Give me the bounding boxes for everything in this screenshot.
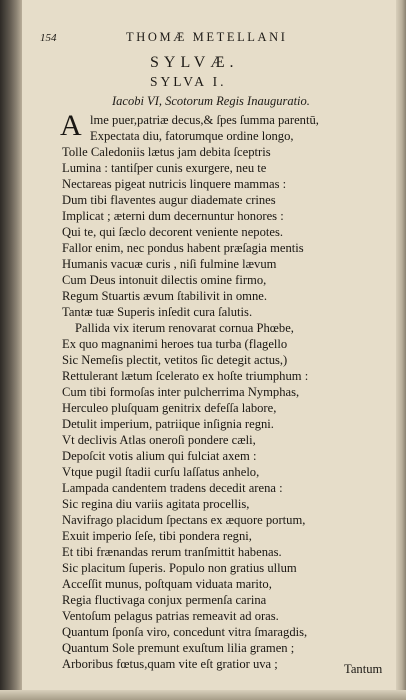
poem-line: Ex quo magnanimi heroes tua turba (flagello [62, 337, 288, 351]
poem-line: Sic regina diu variis agitata procellis, [62, 497, 250, 511]
poem-line: Fallor enim, nec pondus habent præſagia mentis [62, 241, 304, 255]
poem-line: Acceſſit munus, poſtquam viduata marito, [62, 577, 272, 591]
poem-line: Regum Stuartis ævum ſtabilivit in omne. [62, 289, 267, 303]
poem-line: Qui te, qui ſæclo decorent veniente nepotes. [62, 225, 284, 239]
poem-line: Ventoſum pelagus patrias remeavit ad oras. [62, 609, 279, 623]
running-title: THOMÆ METELLANI [126, 30, 288, 44]
poem-line: Nectareas pigeat nutricis linquere mammas : [62, 177, 287, 191]
page-edge-right [396, 0, 406, 700]
poem-line: Vtque pugil ſtadii curſu laſſatus anhelo, [62, 465, 260, 479]
poem-line: Vt declivis Atlas oneroſi pondere cæli, [62, 433, 256, 447]
page-number: 154 [40, 32, 57, 44]
poem-line: Lampada candentem tradens decedit arena : [62, 481, 283, 495]
drop-cap: A [60, 109, 82, 142]
poem-line: Expectata diu, fatorumque ordine longo, [90, 129, 294, 143]
book-spine-shadow [0, 0, 22, 700]
poem-line: Implicat ; æterni dum decernuntur honores : [62, 209, 284, 223]
poem-line: Pallida vix iterum renovarat cornua Phœbe, [75, 321, 294, 335]
poem-line: Et tibi frænandas rerum tranſmittit habenas. [62, 545, 282, 559]
poem-line: lme puer,patriæ decus,& ſpes ſumma parentū, [90, 113, 319, 127]
poem-line: Sic placitum ſuperis. Populo non gratius ullum [62, 561, 297, 575]
catchword: Tantum [344, 662, 383, 676]
poem-line: Quantum Sole premunt exuſtum lilia gramen ; [62, 641, 295, 655]
poem-line: Depoſcit votis alium qui fulciat axem : [62, 449, 257, 463]
poem-line: Sic Nemeſis plectit, vetitos ſic detegit actus,) [62, 353, 288, 367]
page-edge-bottom [0, 690, 406, 700]
poem-line: Navifrago placidum ſpectans ex æquore portum, [62, 513, 306, 527]
poem-line: Rettulerant lætum ſcelerato ex hoſte triumphum : [62, 369, 309, 383]
poem-subtitle: Iacobi VI, Scotorum Regis Inauguratio. [112, 94, 310, 108]
poem-line: Arboribus fœtus,quam vite eſt gratior uva ; [62, 657, 278, 671]
poem-line: Dum tibi flaventes augur diademate crines [62, 193, 276, 207]
poem-line: Herculeo pluſquam genitrix defeſſa labore, [62, 401, 277, 415]
poem-line: Exuit imperio ſeſe, tibi pondera regni, [62, 529, 252, 543]
poem-line: Regia fluctivaga conjux permenſa carina [62, 593, 267, 607]
poem-line: Tantæ tuæ Superis inſedit cura ſalutis. [62, 305, 253, 319]
poem-line: Cum Deus intonuit dilectis omine firmo, [62, 273, 267, 287]
poem-line: Humanis vacuæ curis , niſi fulmine lævum [62, 257, 277, 271]
poem-line: Quantum ſponſa viro, concedunt vitra ſmaragdis, [62, 625, 308, 639]
poem-heading: SYLVA I. [150, 74, 227, 89]
running-head [0, 30, 406, 48]
poem-line: Cum tibi formoſas inter pulcherrima Nymphas, [62, 385, 300, 399]
poem-line: Lumina : tantiſper cunis exurgere, neu te [62, 161, 267, 175]
section-title: SYLVÆ. [150, 54, 239, 71]
poem-line: Tolle Caledoniis lætus jam debita ſceptris [62, 145, 271, 159]
poem-line: Detulit imperium, patriique inſignia regni. [62, 417, 274, 431]
